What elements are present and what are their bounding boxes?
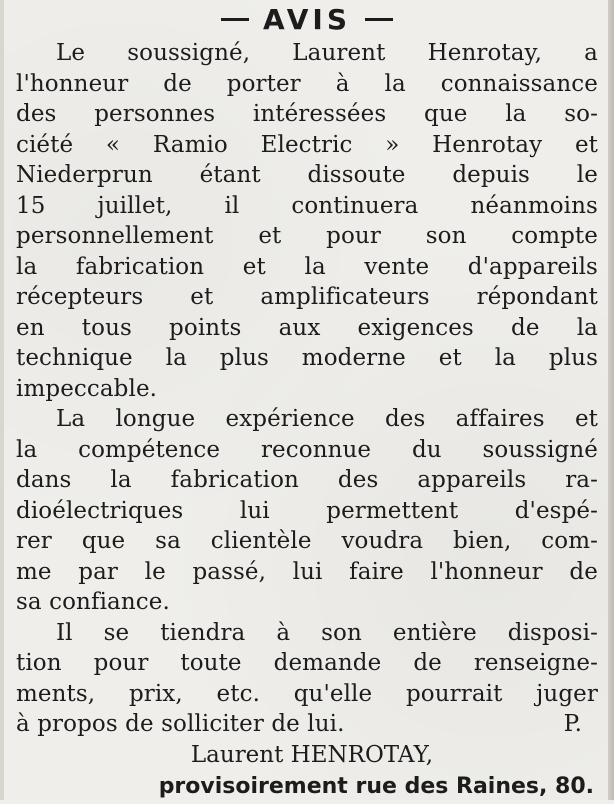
word: et (438, 345, 462, 371)
word: se (103, 619, 130, 646)
word: et (242, 253, 266, 280)
word: aux (278, 314, 321, 341)
word: moderne (301, 345, 406, 371)
title-dash-left (221, 18, 249, 21)
word: en (16, 314, 45, 341)
text-line: sa confiance. (16, 589, 170, 615)
word: Henrotay, (427, 40, 543, 66)
word: d'appareils (467, 253, 598, 280)
word: par (78, 558, 118, 585)
word: la (304, 253, 326, 280)
word: plus (219, 345, 269, 371)
word: points (169, 314, 242, 341)
word: la (165, 345, 187, 371)
word: Electric (260, 131, 353, 158)
word: la (110, 467, 132, 493)
word: des (337, 467, 379, 493)
text-line (16, 496, 598, 527)
word: personnellement (16, 223, 214, 249)
word: Le (56, 40, 86, 66)
word: il (224, 192, 240, 219)
text-line (16, 343, 598, 374)
word: lui (292, 558, 323, 585)
word: lui (239, 497, 270, 524)
word: à (276, 619, 291, 646)
word: Niederprun (16, 162, 153, 188)
notice-title: AVIS (262, 3, 352, 36)
word: plus (548, 345, 598, 371)
word: la (576, 314, 598, 341)
word: passé, (192, 558, 267, 585)
word: néanmoins (470, 192, 598, 219)
word: de (511, 314, 540, 341)
word: technique (16, 345, 133, 371)
word: affaires (455, 406, 545, 432)
word: sa (155, 528, 181, 554)
word: juger (536, 680, 598, 707)
word: reconnue (260, 436, 372, 463)
word: « (105, 131, 121, 158)
word: que (424, 101, 468, 127)
word: du (411, 436, 442, 463)
word: la (384, 70, 406, 97)
word: soussigné, (127, 40, 251, 66)
word: fabrication (170, 467, 299, 493)
word: prix, (128, 680, 183, 707)
word: ments, (16, 680, 96, 707)
word: l'honneur (430, 558, 543, 585)
word: de (569, 558, 598, 585)
word: tous (81, 314, 132, 341)
word: expérience (225, 406, 355, 432)
word: à (335, 70, 350, 97)
notice-header (0, 2, 614, 38)
word: répondant (476, 284, 598, 310)
text-line (16, 435, 598, 466)
word: Il (56, 619, 73, 646)
word: le (144, 558, 166, 585)
word: renseigne- (473, 650, 598, 676)
word: Laurent (292, 40, 386, 66)
text-line-with-initial (16, 709, 598, 740)
text-line (16, 679, 598, 710)
notice-body (16, 38, 598, 804)
word: compte (511, 223, 598, 249)
text-line (16, 618, 598, 649)
word: intéressées (252, 101, 387, 127)
word: soussigné (482, 436, 598, 463)
text-line: impeccable. (16, 375, 158, 402)
word: d'espé- (514, 497, 598, 524)
paper-edge-left (0, 0, 4, 800)
title-dash-right (365, 18, 393, 21)
text-line (16, 160, 598, 191)
word: Ramio (152, 131, 228, 158)
word: dans (16, 467, 72, 493)
text-line (16, 191, 598, 222)
word: personnes (94, 101, 216, 127)
word: amplificateurs (260, 284, 430, 310)
signature-initial: P. (563, 711, 582, 737)
word: a (584, 40, 598, 66)
word: so- (564, 101, 598, 127)
word: bien, (453, 528, 512, 554)
word: longue (115, 406, 196, 432)
word: rer (16, 528, 52, 554)
word: connaissance (440, 70, 598, 97)
word: ciété (16, 131, 74, 158)
word: exigences (357, 314, 474, 341)
signature-name: Laurent HENROTAY, (190, 741, 434, 768)
word: pourrait (405, 680, 503, 707)
word: l'honneur (16, 70, 129, 97)
word: com- (541, 528, 598, 554)
text-line (16, 404, 598, 435)
word: le (576, 162, 598, 188)
word: la (16, 253, 38, 280)
word: et (574, 131, 598, 158)
word: me (16, 558, 52, 585)
word: disposi- (507, 619, 598, 646)
word: permettent (326, 497, 459, 524)
paper-edge-right (608, 0, 614, 800)
text-line (16, 221, 598, 252)
text-line (16, 99, 598, 130)
word: clientèle (210, 528, 312, 554)
word: La (56, 406, 86, 432)
word: etc. (216, 680, 260, 707)
word: pour (326, 223, 381, 249)
word: » (385, 131, 400, 158)
word: et (574, 406, 598, 432)
address-line: provisoirement rue des Raines, 80. (158, 774, 594, 799)
text-line (16, 557, 598, 588)
word: récepteurs (16, 284, 144, 310)
word: depuis (452, 162, 530, 188)
word: dioélectriques (16, 497, 184, 524)
word: fabrication (75, 253, 205, 280)
word: et (258, 223, 282, 249)
text-line (16, 69, 598, 100)
word: entière (392, 619, 477, 646)
word: de (163, 70, 192, 97)
word: que (81, 528, 126, 554)
word: faire (349, 558, 404, 585)
word: et (190, 284, 214, 310)
word: de (413, 650, 442, 676)
word: la (505, 101, 527, 127)
text-line-last: à propos de solliciter de lui. (16, 711, 345, 737)
word: tion (16, 650, 62, 676)
word: ra- (565, 467, 598, 493)
word: son (321, 619, 362, 646)
word: des (384, 406, 426, 432)
text-line (16, 282, 598, 313)
word: tiendra (160, 619, 246, 646)
text-line (16, 465, 598, 496)
word: Henrotay (432, 131, 543, 158)
word: son (425, 223, 467, 249)
word: qu'elle (293, 680, 373, 707)
text-line (16, 252, 598, 283)
word: appareils (417, 467, 527, 493)
word: vente (364, 253, 430, 280)
text-line (16, 526, 598, 557)
text-line (16, 38, 598, 69)
word: la (494, 345, 516, 371)
word: porter (226, 70, 301, 97)
word: des (16, 101, 57, 127)
word: compétence (78, 436, 221, 463)
word: 15 (16, 192, 46, 219)
word: voudra (341, 528, 424, 554)
text-line (16, 130, 598, 161)
word: toute (180, 650, 242, 676)
word: la (16, 436, 38, 463)
word: pour (93, 650, 149, 676)
text-line (16, 648, 598, 679)
word: demande (273, 650, 382, 676)
word: étant (199, 162, 261, 188)
word: dissoute (307, 162, 406, 188)
word: juillet, (97, 192, 173, 219)
word: continuera (291, 192, 419, 219)
text-line (16, 313, 598, 344)
